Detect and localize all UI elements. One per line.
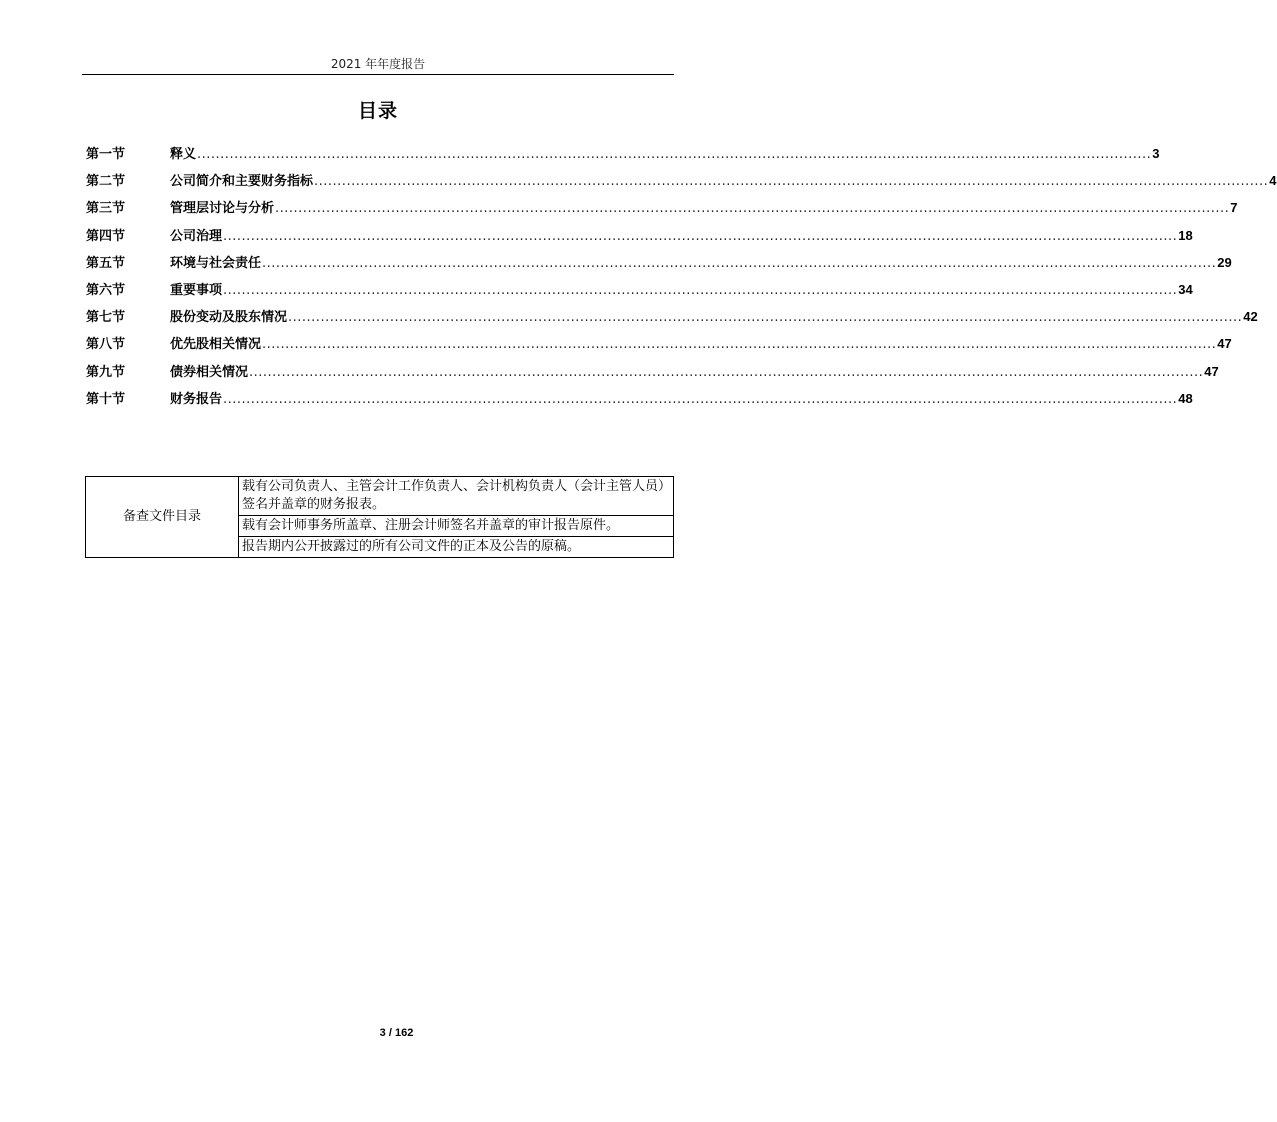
toc-page-number: 29 xyxy=(1217,254,1232,270)
running-header: 2021 年年度报告 xyxy=(330,57,426,71)
toc-section-number: 第一节 xyxy=(86,147,126,162)
toc-dot-leader: .............................................................................................................................................................................................................. xyxy=(275,201,1230,217)
toc-section-number: 第九节 xyxy=(86,364,126,380)
toc-page-number: 3 xyxy=(1152,146,1160,161)
page-number-footer: 3 / 162 xyxy=(379,1027,414,1039)
toc-section-title: 重要事项 xyxy=(170,282,223,298)
reference-documents-label: 备查文件目录 xyxy=(86,477,239,558)
toc-page-number: 48 xyxy=(1178,390,1193,406)
toc-section-number: 第二节 xyxy=(86,174,126,190)
toc-entry[interactable] xyxy=(86,252,1232,279)
toc-entry[interactable] xyxy=(86,388,1193,415)
toc-entry[interactable] xyxy=(86,279,1193,306)
toc-entry[interactable] xyxy=(86,225,1193,252)
toc-page-number: 47 xyxy=(1217,336,1232,352)
toc-entry[interactable] xyxy=(86,143,1160,170)
toc-dot-leader: .............................................................................................................................................................................................................. xyxy=(288,310,1243,326)
toc-dot-leader: .............................................................................................................................................................................................................. xyxy=(314,174,1269,190)
toc-page-number: 7 xyxy=(1230,200,1238,216)
toc-section-title: 股份变动及股东情况 xyxy=(170,310,288,326)
toc-section-number: 第七节 xyxy=(86,310,126,326)
toc-section-title: 公司治理 xyxy=(170,228,223,244)
table-row xyxy=(86,477,674,516)
toc-section-number: 第六节 xyxy=(86,282,126,298)
toc-section-title: 财务报告 xyxy=(170,391,223,407)
table-of-contents xyxy=(86,143,1277,415)
header-divider xyxy=(82,74,674,75)
toc-section-title: 优先股相关情况 xyxy=(170,337,262,353)
toc-entry[interactable] xyxy=(86,333,1232,360)
toc-page-number: 18 xyxy=(1178,227,1193,243)
toc-section-title: 环境与社会责任 xyxy=(170,255,262,271)
toc-page-number: 47 xyxy=(1204,363,1219,379)
toc-page-number: 42 xyxy=(1243,309,1258,325)
toc-dot-leader: .............................................................................................................................................................................................................. xyxy=(249,364,1204,380)
toc-entry[interactable] xyxy=(86,361,1219,388)
toc-dot-leader: .............................................................................................................................................................................................................. xyxy=(223,282,1178,298)
toc-section-title: 管理层讨论与分析 xyxy=(170,201,275,217)
toc-section-number: 第五节 xyxy=(86,255,126,271)
toc-section-number: 第四节 xyxy=(86,228,126,244)
toc-entry[interactable] xyxy=(86,306,1258,333)
toc-section-number: 第三节 xyxy=(86,201,126,217)
toc-section-title: 公司简介和主要财务指标 xyxy=(170,174,314,190)
toc-page-number: 34 xyxy=(1178,281,1193,297)
toc-page-number: 4 xyxy=(1269,173,1277,189)
reference-document-item: 报告期内公开披露过的所有公司文件的正本及公告的原稿。 xyxy=(239,537,674,558)
toc-dot-leader: .............................................................................................................................................................................................................. xyxy=(223,228,1178,244)
toc-section-title: 释义 xyxy=(170,147,197,162)
toc-dot-leader: .............................................................................................................................................................................................................. xyxy=(223,391,1178,407)
toc-section-number: 第八节 xyxy=(86,337,126,353)
toc-dot-leader: .............................................................................................................................................................................................................. xyxy=(197,147,1152,162)
toc-section-title: 债券相关情况 xyxy=(170,364,249,380)
reference-documents-table xyxy=(85,476,674,558)
reference-document-item: 载有公司负责人、主管会计工作负责人、会计机构负责人（会计主管人员）签名并盖章的财务报表。 xyxy=(239,477,674,516)
toc-entry[interactable] xyxy=(86,170,1277,197)
toc-entry[interactable] xyxy=(86,197,1238,224)
toc-dot-leader: .............................................................................................................................................................................................................. xyxy=(262,337,1217,353)
toc-dot-leader: .............................................................................................................................................................................................................. xyxy=(262,255,1217,271)
page-title: 目录 xyxy=(357,100,398,122)
toc-section-number: 第十节 xyxy=(86,391,126,407)
reference-document-item: 载有会计师事务所盖章、注册会计师签名并盖章的审计报告原件。 xyxy=(239,516,674,537)
